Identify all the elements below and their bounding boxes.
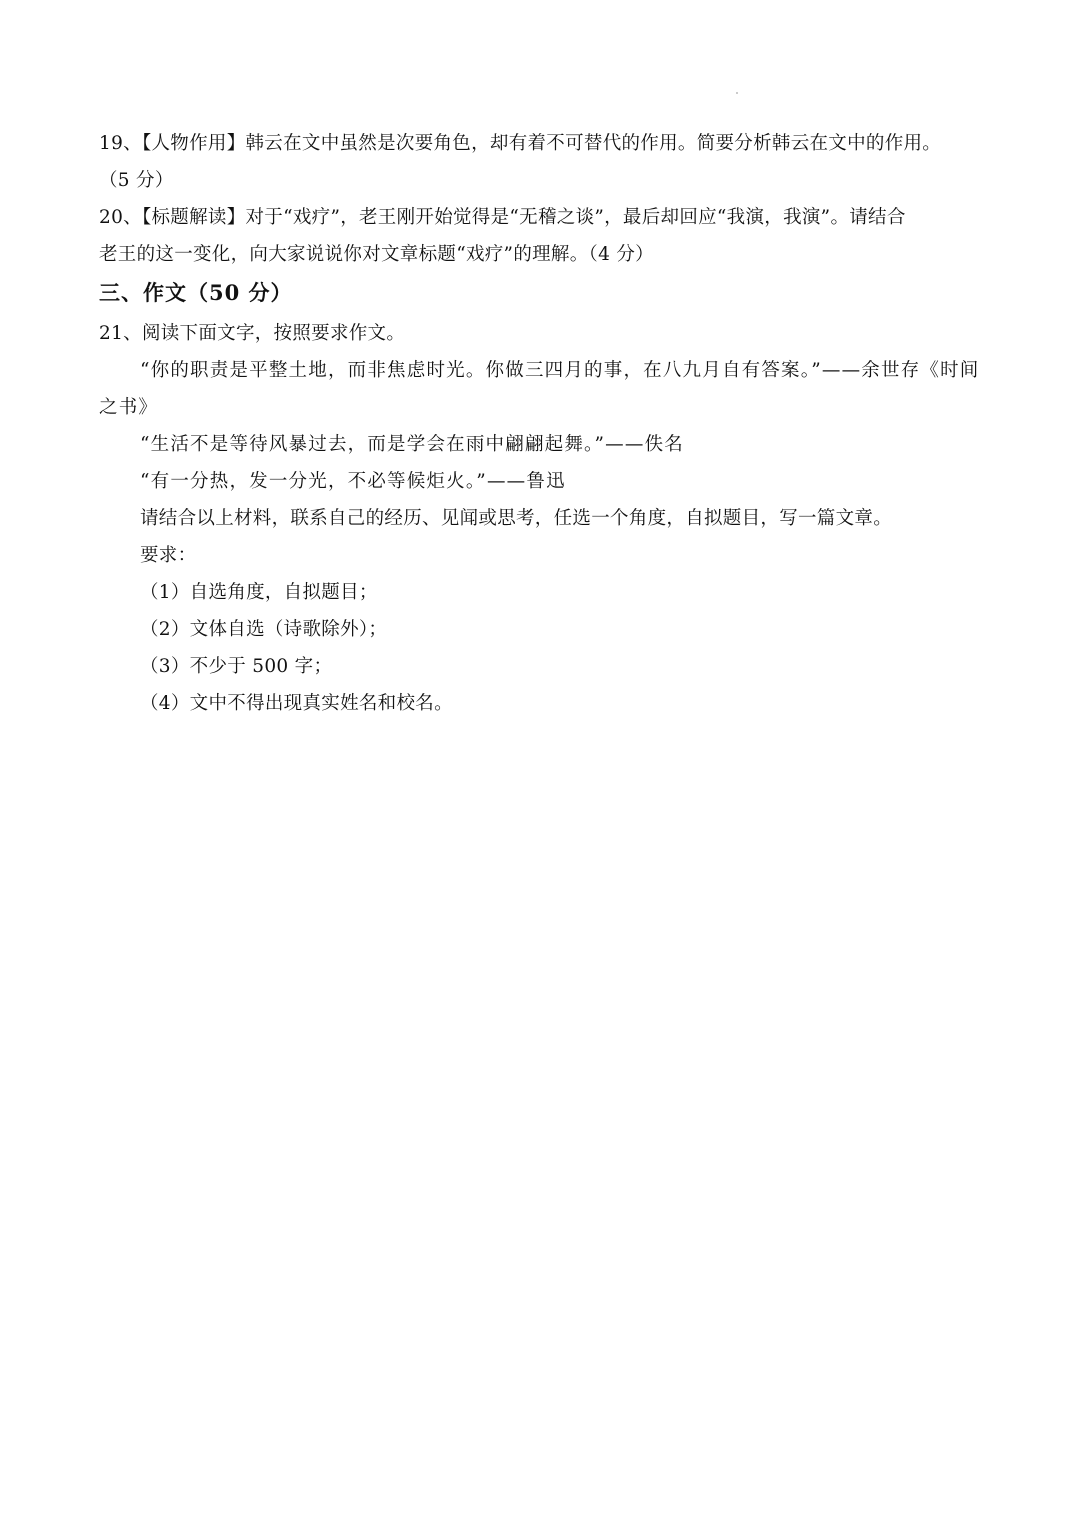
- section-3-heading: 三、作文（50 分）: [99, 280, 293, 305]
- scan-speck: [736, 92, 738, 94]
- requirement-item: （2）文体自选（诗歌除外）；: [140, 619, 388, 640]
- quote-1-line-1: “你的职责是平整土地，而非焦虑时光。你做三四月的事，在八九月自有答案。”——余世存《时间: [140, 360, 980, 381]
- quote-1-line-2: 之书》: [99, 397, 159, 418]
- essay-instruction: 请结合以上材料，联系自己的经历、见闻或思考，任选一个角度，自拟题目，写一篇文章。: [140, 508, 893, 529]
- requirement-item: （4）文中不得出现真实姓名和校名。: [140, 693, 453, 714]
- question-20-line-2: 老王的这一变化，向大家说说你对文章标题“戏疗”的理解。（4 分）: [99, 244, 654, 265]
- requirement-item: （1）自选角度，自拟题目；: [140, 582, 378, 603]
- question-20-line-1: 20、【标题解读】对于“戏疗”，老王刚开始觉得是“无稽之谈”，最后却回应“我演，我演”。请结合: [99, 207, 906, 228]
- requirement-item: （3）不少于 500 字；: [140, 656, 333, 677]
- question-19-line-1: 19、【人物作用】韩云在文中虽然是次要角色，却有着不可替代的作用。简要分析韩云在文中的作用。: [99, 133, 942, 154]
- requirements-label: 要求：: [140, 545, 197, 566]
- quote-3: “有一分热，发一分光，不必等候炬火。”——鲁迅: [140, 471, 566, 492]
- quote-2: “生活不是等待风暴过去，而是学会在雨中翩翩起舞。”——佚名: [140, 434, 684, 455]
- question-19-line-2: （5 分）: [99, 170, 174, 191]
- question-21-prompt: 21、阅读下面文字，按照要求作文。: [99, 323, 406, 344]
